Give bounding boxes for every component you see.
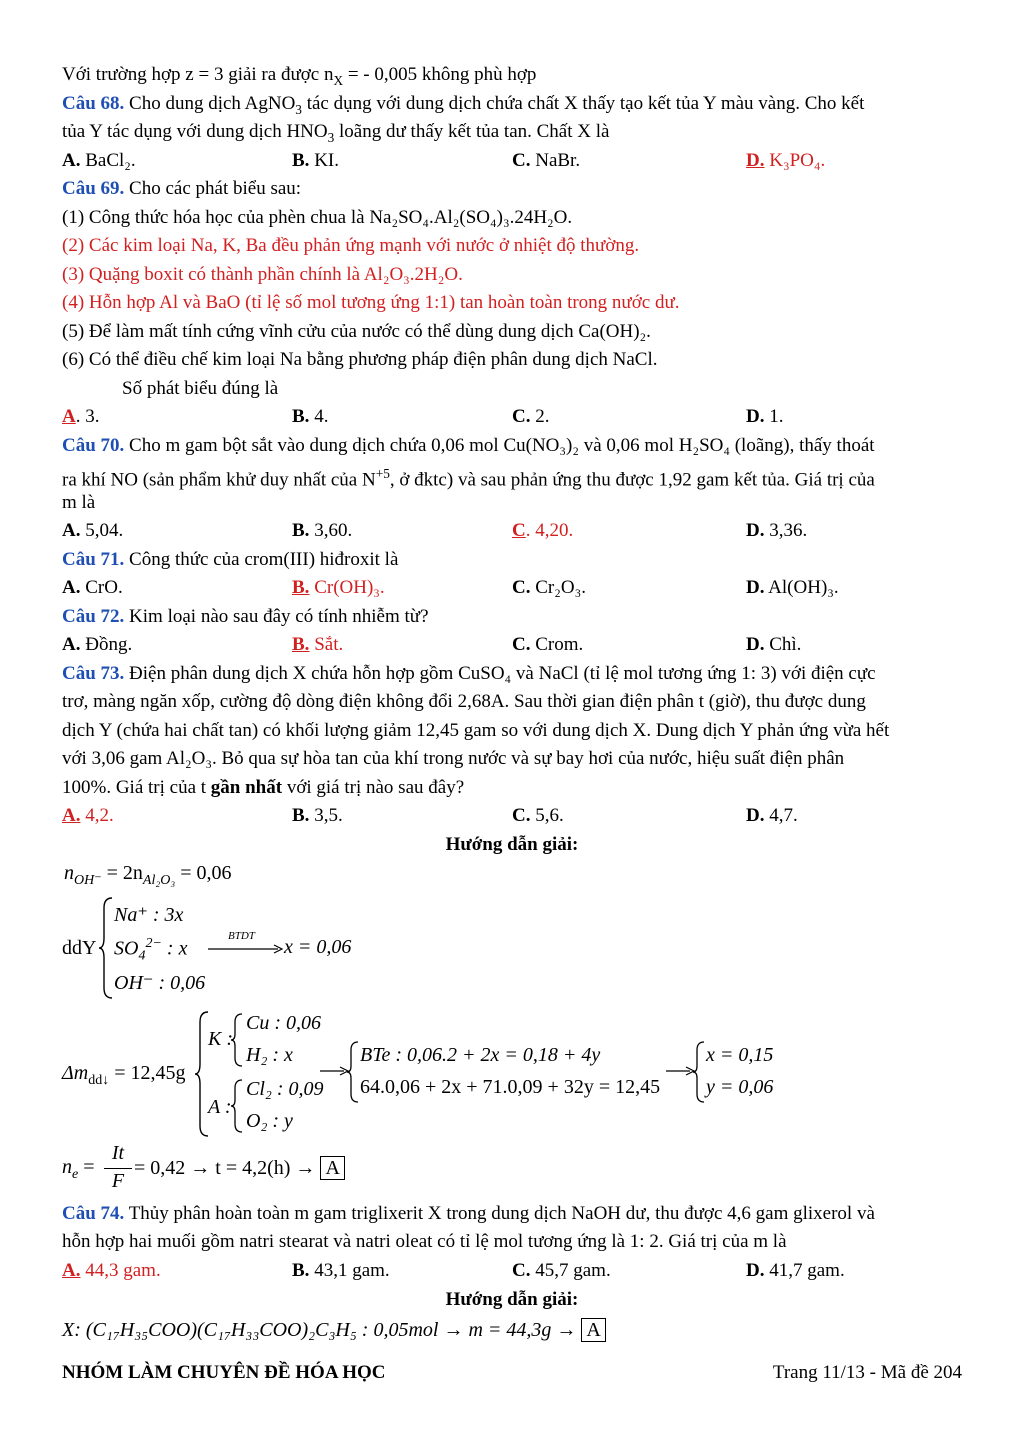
option-text: 41,7 gam. [764, 1260, 845, 1281]
q74-option-b[interactable] [292, 1258, 390, 1284]
math-text: : x [161, 937, 188, 960]
q73-btdt-label: BTDT [228, 930, 255, 942]
option-label: D. [746, 520, 765, 541]
option-label: C. [512, 634, 531, 655]
q72-stem [62, 604, 962, 630]
q73-text: 100%. Giá trị của t [62, 777, 211, 798]
q74-guide-heading: Hướng dẫn giải: [445, 1289, 579, 1310]
q72-option-d[interactable] [746, 632, 801, 658]
q69-option-a[interactable] [62, 404, 99, 430]
math-sub: e [72, 1167, 79, 1182]
q73-bold: gần nhất [210, 777, 283, 798]
option-text: Al(OH)₃. [764, 577, 839, 598]
q68-line2 [62, 119, 962, 151]
option-text: 5,6. [530, 805, 564, 826]
math-text: = 2n [101, 862, 143, 884]
q70-number: Câu 70. [62, 435, 125, 456]
option-label: A. [62, 520, 81, 541]
q68-option-a[interactable] [62, 148, 136, 174]
math-text: X: (C₁₇H₃₅COO)(C₁₇H₃₃COO)₂C₃H₅ : 0,05mol → m = 44,3g → [62, 1319, 577, 1341]
q72-option-c[interactable] [512, 632, 583, 658]
q73-line4: với 3,06 gam Al₂O₃. Bỏ qua sự hòa tan của khí trong nước và sự bay hơi của nước, hiệu suất điện phân [62, 748, 845, 769]
q68-option-d[interactable] [746, 148, 825, 174]
option-label: D. [746, 406, 765, 427]
q73-line2: trơ, màng ngăn xốp, cường độ dòng điện không đổi 2,68A. Sau thời gian điện phân t (giờ), thu được dung [62, 691, 866, 712]
math-sup: 2− [145, 936, 162, 951]
q68-sub: 3 [295, 101, 302, 117]
q73-results-brace [692, 1040, 706, 1104]
option-label: C. [512, 406, 531, 427]
q70-line3: m là [62, 492, 96, 513]
q73-guide-heading: Hướng dẫn giải: [445, 834, 579, 855]
q73-ddy-na [114, 902, 183, 927]
q69-statement-1: (1) Công thức hóa học của phèn chua là Na₂SO₄.Al₂(SO₄)₃.24H₂O. [62, 207, 573, 228]
q70-text: , ở đktc) và sau phản ứng thu được 1,92 gam kết tủa. Giá trị của [389, 469, 875, 491]
q71-stem [62, 547, 962, 573]
q73-equations-brace [346, 1040, 360, 1104]
math-text: n [62, 1156, 72, 1178]
option-label: B. [292, 805, 310, 826]
footer-page-number: Trang 11/13 - Mã đề 204 [772, 1362, 962, 1383]
option-label: B. [292, 1260, 310, 1281]
q74-number: Câu 74. [62, 1203, 125, 1224]
q73-anode-label: A : [208, 1096, 232, 1118]
option-text: CrO. [80, 577, 123, 598]
option-text: Chì. [764, 634, 802, 655]
q69-statement-2: (2) Các kim loại Na, K, Ba đều phản ứng mạnh với nước ở nhiệt độ thường. [62, 235, 640, 256]
q72-option-b[interactable] [292, 632, 343, 658]
q73-ddy-brace [98, 896, 114, 1000]
option-text: 4. [309, 406, 329, 427]
q69-option-d[interactable] [746, 404, 783, 430]
q73-ddy-so4 [114, 936, 187, 965]
option-text: Cr(OH)₃. [309, 577, 385, 598]
option-label: C. [512, 577, 531, 598]
option-label: D. [746, 1260, 765, 1281]
q74-line1 [62, 1201, 962, 1227]
q73-ne-result [134, 1156, 345, 1180]
q73-result-y: y = 0,06 [706, 1076, 774, 1098]
option-text: BaCl₂. [80, 150, 136, 171]
q68-option-c[interactable] [512, 148, 580, 174]
q73-text: Điện phân dung dịch X chứa hỗn hợp gồm CuSO₄ và NaCl (tỉ lệ mol tương ứng 1: 3) với điện cực [124, 663, 876, 684]
q71-number: Câu 71. [62, 549, 125, 570]
q74-solution [62, 1318, 606, 1342]
option-text: NaBr. [530, 150, 581, 171]
q70-option-c[interactable] [512, 518, 573, 544]
option-text: KI. [309, 150, 339, 171]
option-label: B. [292, 150, 310, 171]
math-text: = 12,45g [109, 1062, 186, 1084]
q74-option-d[interactable] [746, 1258, 845, 1284]
q69-number: Câu 69. [62, 178, 125, 199]
option-text: Đồng. [80, 634, 133, 655]
option-label: B. [292, 406, 310, 427]
option-text: 45,7 gam. [530, 1260, 611, 1281]
option-text: 3,5. [309, 805, 343, 826]
option-text: Sắt. [309, 634, 344, 655]
q68-text: Cho dung dịch AgNO [124, 93, 296, 114]
q73-oh-equation [64, 862, 231, 889]
option-label-answer: A. [62, 805, 81, 826]
intro-line [62, 62, 962, 94]
q73-line5 [62, 775, 962, 801]
q72-option-a[interactable] [62, 632, 132, 658]
math-text: SO [114, 937, 139, 960]
math-text: = 0,42 → t = 4,2(h) → [134, 1157, 316, 1179]
q70-line1 [62, 433, 962, 459]
q72-number: Câu 72. [62, 606, 125, 627]
q71-option-b[interactable] [292, 575, 385, 601]
math-sub: 4 [138, 948, 146, 964]
q73-equation-bte: BTe : 0,06.2 + 2x = 0,18 + 4y [360, 1044, 601, 1066]
q73-ddy-oh [114, 970, 205, 995]
q71-text: Công thức của crom(III) hiđroxit là [124, 549, 399, 570]
option-label: D. [746, 805, 765, 826]
math-sub: dd↓ [88, 1073, 110, 1088]
intro-text: Với trường hợp z = 3 giải ra được n [62, 64, 334, 85]
q70-text: ra khí NO (sản phẩm khử duy nhất của N [62, 469, 376, 491]
option-label: C. [512, 1260, 531, 1281]
option-label: A. [62, 634, 81, 655]
q69-statement-5: (5) Để làm mất tính cứng vĩnh cửu của nước có thể dùng dung dịch Ca(OH)₂. [62, 321, 651, 342]
q74-text: Thủy phân hoàn toàn m gam triglixerit X trong dung dịch NaOH dư, thu được 4,6 gam glixerol và [124, 1203, 875, 1224]
q73-fraction-num: It [111, 1142, 125, 1164]
q73-ddy-result: x = 0,06 [284, 936, 352, 958]
q71-option-d[interactable] [746, 575, 839, 601]
option-text: 1. [764, 406, 784, 427]
q71-option-c[interactable] [512, 575, 586, 601]
q70-option-a[interactable] [62, 518, 123, 544]
q68-text: tủa Y tác dụng với dung dịch HNO [62, 121, 328, 142]
q73-ne-label [62, 1156, 95, 1183]
option-label-answer: B. [292, 634, 310, 655]
q73-cathode-brace [230, 1012, 244, 1068]
q70-option-d[interactable] [746, 518, 807, 544]
q73-option-b[interactable] [292, 803, 343, 829]
option-label: C. [512, 805, 531, 826]
q69-statement-4: (4) Hỗn hợp Al và BaO (tỉ lệ số mol tương ứng 1:1) tan hoàn toàn trong nước dư. [62, 292, 680, 313]
q73-cathode-label: K : [208, 1028, 233, 1050]
intro-sub: X [333, 72, 344, 88]
q73-number: Câu 73. [62, 663, 125, 684]
math-text: Na⁺ : 3x [114, 904, 184, 926]
q74-line2: hỗn hợp hai muối gồm natri stearat và natri oleat có tỉ lệ mol tương ứng là 1: 2. Giá trị của m là [62, 1231, 787, 1252]
option-text: 2. [530, 406, 550, 427]
q70-line2 [62, 461, 962, 493]
q74-option-c[interactable] [512, 1258, 611, 1284]
math-text: Δm [62, 1062, 89, 1084]
q73-arrow-icon [208, 942, 284, 956]
intro-text-end: = - 0,005 không phù hợp [343, 64, 537, 85]
option-text: 4,2. [80, 805, 114, 826]
q73-cathode-cu: Cu : 0,06 [246, 1012, 321, 1034]
q69-text: Cho các phát biểu sau: [124, 178, 302, 199]
q69-option-c[interactable] [512, 404, 549, 430]
option-text: Cr₂O₃. [530, 577, 586, 598]
q73-text: với giá trị nào sau đây? [282, 777, 465, 798]
q73-line1 [62, 661, 962, 687]
math-text: = 0,06 [175, 862, 232, 884]
q73-cathode-h2: H₂ : x [246, 1044, 293, 1066]
option-text: Crom. [530, 634, 584, 655]
q69-ask: Số phát biểu đúng là [122, 378, 279, 399]
q68-number: Câu 68. [62, 93, 125, 114]
q69-statement-3: (3) Quặng boxit có thành phần chính là Al₂O₃.2H₂O. [62, 264, 463, 285]
q70-option-b[interactable] [292, 518, 352, 544]
math-text: = [78, 1156, 95, 1178]
option-text: 4,7. [764, 805, 798, 826]
option-text: K₃PO₄. [764, 150, 826, 171]
q69-option-b[interactable] [292, 404, 328, 430]
q73-option-a[interactable] [62, 803, 114, 829]
option-label: B. [292, 520, 310, 541]
math-text: OH⁻ : 0,06 [114, 972, 206, 994]
option-label: C. [512, 150, 531, 171]
q73-line3: dịch Y (chứa hai chất tan) có khối lượng giảm 12,45 gam so với dung dịch X. Dung dịch Y phản ứng vừa hết [62, 720, 890, 741]
q74-answer-box: A [581, 1318, 605, 1342]
q73-option-d[interactable] [746, 803, 798, 829]
option-text: 44,3 gam. [80, 1260, 161, 1281]
option-label-answer: A [62, 406, 76, 427]
q68-option-b[interactable] [292, 148, 339, 174]
q73-equation-mass: 64.0,06 + 2x + 71.0,09 + 32y = 12,45 [360, 1076, 661, 1098]
math-sub: Al₂O₃ [142, 873, 176, 888]
option-text: . 3. [75, 406, 100, 427]
q74-option-a[interactable] [62, 1258, 161, 1284]
q71-option-a[interactable] [62, 575, 123, 601]
option-label-answer: C [512, 520, 526, 541]
q73-option-c[interactable] [512, 803, 564, 829]
option-text: 5,04. [80, 520, 124, 541]
option-label-answer: B. [292, 577, 310, 598]
option-text: 43,1 gam. [309, 1260, 390, 1281]
option-text: 3,60. [309, 520, 353, 541]
option-label: D. [746, 577, 765, 598]
option-label-answer: A. [62, 1260, 81, 1281]
q69-statement-6: (6) Có thể điều chế kim loại Na bằng phương pháp điện phân dung dịch NaCl. [62, 349, 658, 370]
q73-anode-brace [230, 1078, 244, 1134]
option-label: A. [62, 577, 81, 598]
q73-fraction-den: F [111, 1170, 125, 1192]
option-text: . 4,20. [525, 520, 574, 541]
math-sub: OH⁻ [74, 873, 102, 888]
q69-stem [62, 176, 962, 202]
option-label-answer: D. [746, 150, 765, 171]
q73-result-x: x = 0,15 [706, 1044, 774, 1066]
option-text: 3,36. [764, 520, 808, 541]
q68-sub: 3 [327, 129, 335, 145]
math-text: n [64, 862, 74, 884]
option-label: D. [746, 634, 765, 655]
q70-text: Cho m gam bột sắt vào dung dịch chứa 0,06 mol Cu(NO₃)₂ và 0,06 mol H₂SO₄ (loãng), thấy thoát [124, 435, 875, 456]
q70-sup: +5 [375, 466, 390, 481]
q73-fraction-bar [104, 1168, 132, 1169]
q73-anode-cl2: Cl₂ : 0,09 [246, 1078, 324, 1100]
q68-text: tác dụng với dung dịch chứa chất X thấy tạo kết tủa Y màu vàng. Cho kết [301, 93, 865, 114]
footer-group-name: NHÓM LÀM CHUYÊN ĐỀ HÓA HỌC [62, 1362, 386, 1383]
q73-anode-o2: O₂ : y [246, 1110, 293, 1132]
option-label: A. [62, 150, 81, 171]
q73-answer-box: A [320, 1156, 344, 1180]
q72-text: Kim loại nào sau đây có tính nhiễm từ? [124, 606, 429, 627]
q73-dm-label [62, 1062, 185, 1089]
q68-text: loãng dư thấy kết tủa tan. Chất X là [334, 121, 610, 142]
q73-ddy-label: ddY [62, 937, 97, 959]
